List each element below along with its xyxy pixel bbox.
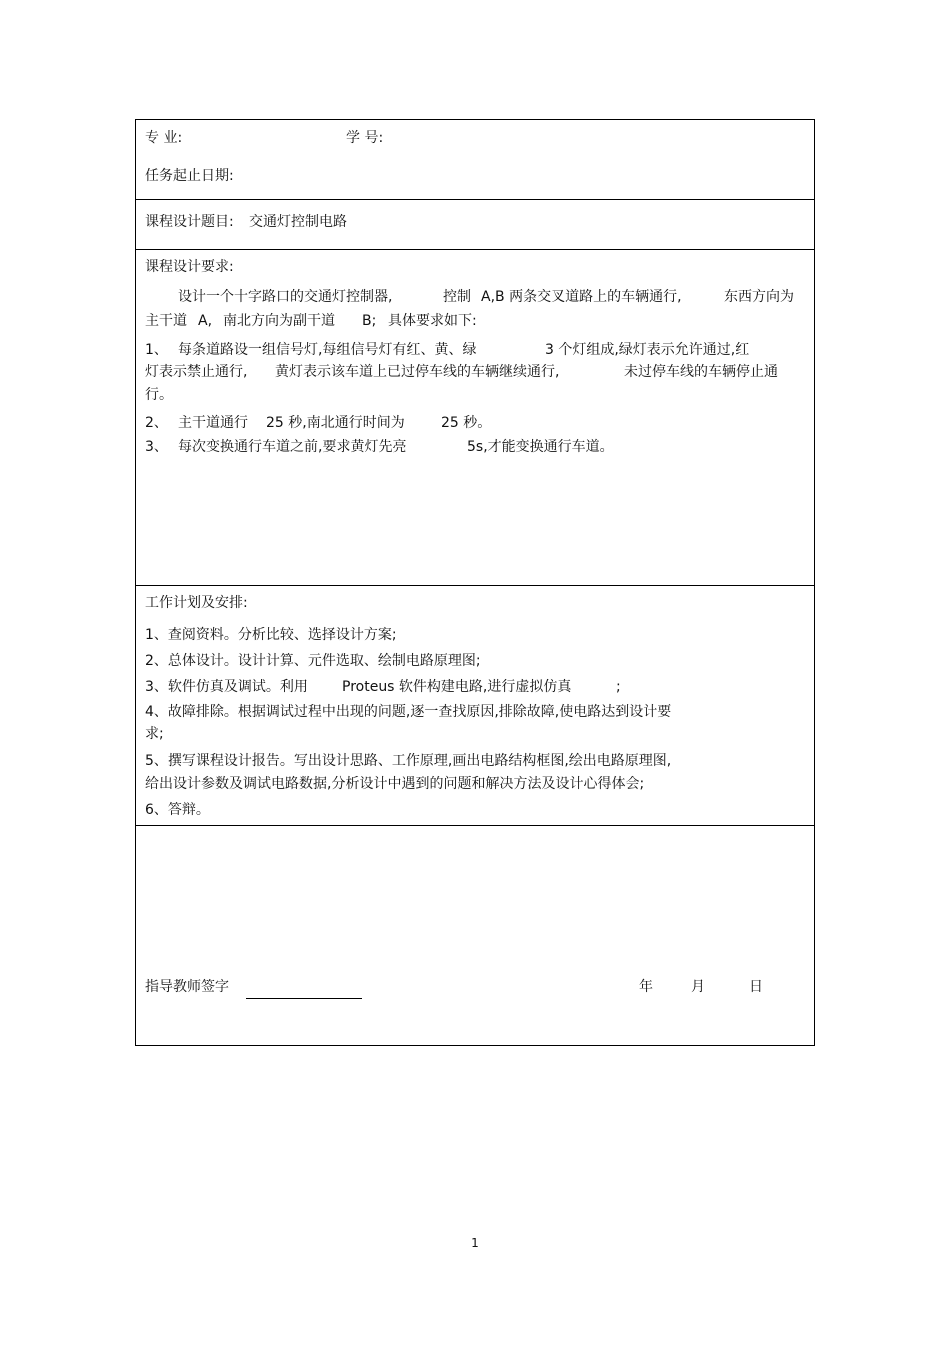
signature-line[interactable] xyxy=(246,998,362,999)
requirement-item-3-number: 3、 xyxy=(145,439,168,455)
signature-section xyxy=(136,825,814,1045)
intro-text: 设计一个十字路口的交通灯控制器, xyxy=(178,289,393,305)
intro-text: A,B 两条交叉道路上的车辆通行, xyxy=(481,289,682,305)
plan-item: 3、软件仿真及调试。利用 xyxy=(145,679,308,695)
plan-item: 5、撰写课程设计报告。写出设计思路、工作原理,画出电路结构框图,绘出电路原理图, xyxy=(145,753,672,769)
requirement-item-2: 25 秒,南北通行时间为 xyxy=(266,415,405,431)
plan-item: 2、总体设计。设计计算、元件选取、绘制电路原理图; xyxy=(145,653,481,669)
requirements-section xyxy=(136,249,814,586)
month-label: 月 xyxy=(691,979,705,995)
requirement-item-3: 每次变换通行车道之前,要求黄灯先亮 xyxy=(178,439,407,455)
intro-text: 南北方向为副干道 xyxy=(223,313,335,329)
intro-text: B; xyxy=(362,313,377,329)
intro-text: 具体要求如下: xyxy=(388,313,477,329)
intro-text: 东西方向为 xyxy=(724,289,794,305)
requirement-item-2-number: 2、 xyxy=(145,415,168,431)
requirement-item-1: 每条道路设一组信号灯,每组信号灯有红、黄、绿 xyxy=(178,342,477,358)
intro-text: A, xyxy=(198,313,213,329)
year-label: 年 xyxy=(639,979,653,995)
plan-item: Proteus 软件构建电路,进行虚拟仿真 xyxy=(342,679,572,695)
plan-item: 6、答辩。 xyxy=(145,802,210,818)
requirement-item-1: 行。 xyxy=(145,387,173,403)
requirements-heading: 课程设计要求: xyxy=(145,259,234,275)
student-id-label: 学 号: xyxy=(346,130,384,146)
advisor-signature-label: 指导教师签字 xyxy=(145,979,229,995)
plan-item: 4、故障排除。根据调试过程中出现的问题,逐一查找原因,排除故障,使电路达到设计要 xyxy=(145,704,672,720)
requirement-item-1: 灯表示禁止通行, xyxy=(145,364,248,380)
requirement-item-3: 5s,才能变换通行车道。 xyxy=(467,439,614,455)
page-number: 1 xyxy=(471,1236,479,1250)
requirement-item-1: 3 个灯组成,绿灯表示允许通过,红 xyxy=(545,342,750,358)
header-section xyxy=(136,120,814,200)
plan-item: ; xyxy=(616,679,621,695)
requirement-item-1: 黄灯表示该车道上已过停车线的车辆继续通行, xyxy=(275,364,560,380)
plan-item: 给出设计参数及调试电路数据,分析设计中遇到的问题和解决方法及设计心得体会; xyxy=(145,776,645,792)
intro-text: 控制 xyxy=(443,289,471,305)
requirement-item-1-number: 1、 xyxy=(145,342,168,358)
topic-section xyxy=(136,199,814,250)
plan-item: 求; xyxy=(145,726,164,742)
plan-heading: 工作计划及安排: xyxy=(145,595,248,611)
requirement-item-2: 主干道通行 xyxy=(178,415,248,431)
requirement-item-2: 25 秒。 xyxy=(441,415,492,431)
work-plan-section xyxy=(136,585,814,826)
task-form-table xyxy=(135,119,815,1046)
day-label: 日 xyxy=(749,979,763,995)
major-label: 专 业: xyxy=(145,130,183,146)
date-range-label: 任务起止日期: xyxy=(145,168,234,184)
plan-item: 1、查阅资料。分析比较、选择设计方案; xyxy=(145,627,397,643)
topic-label: 课程设计题目: xyxy=(145,214,234,230)
intro-text: 主干道 xyxy=(145,313,187,329)
topic-value: 交通灯控制电路 xyxy=(249,214,347,230)
requirement-item-1: 未过停车线的车辆停止通 xyxy=(624,364,778,380)
